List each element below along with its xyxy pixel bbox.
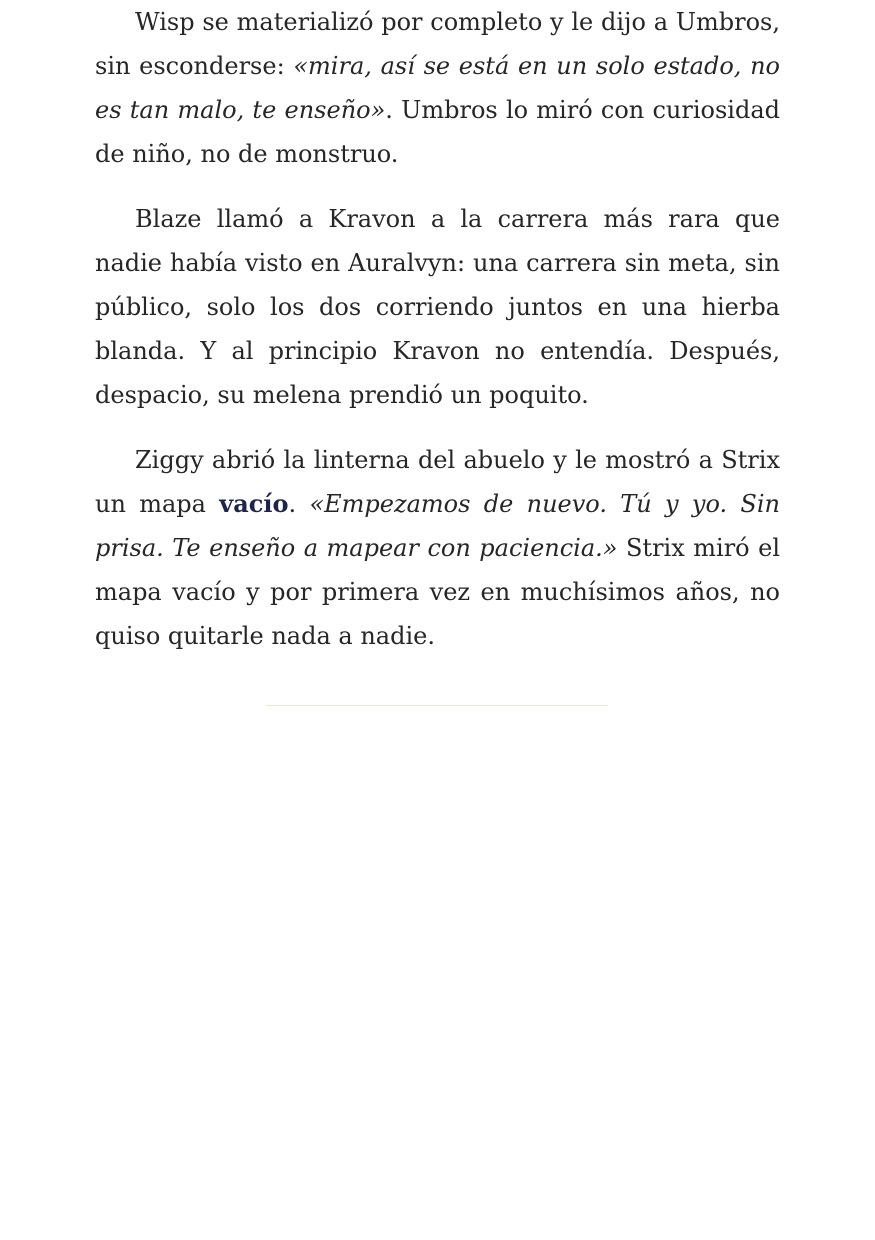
paragraph-ziggy	[95, 438, 780, 658]
quote-italic: «mira, así se está en un solo estado, no es tan malo, te enseño»	[95, 52, 781, 124]
quote-italic: «Empezamos de nuevo. Tú y yo. Sin prisa. Te enseño a mapear con paciencia.»	[95, 490, 780, 562]
paragraph-blaze	[95, 197, 780, 417]
paragraph-text: Blaze llamó a Kravon a la carrera más rara que nadie había visto en Auralvyn: una carrera sin meta, sin público, solo los dos corriendo juntos en una hierba blanda. Y al principio Kravon no entendía. Después, despacio, su melena prendió un poquito.	[95, 205, 780, 409]
paragraph-wisp	[95, 0, 780, 176]
paragraph-text: .	[288, 490, 310, 518]
story-page	[95, 0, 780, 679]
section-divider	[266, 705, 608, 706]
paragraph-text: . Umbros lo miró con curiosidad de niño, no de monstruo.	[95, 96, 780, 168]
paragraph-text: Ziggy abrió la linterna del abuelo y le mostró a Strix un mapa	[95, 446, 780, 518]
paragraph-text: Strix miró el mapa vacío y por primera vez en muchísimos años, no quiso quitarle nada a nadie.	[95, 534, 780, 650]
vocab-word: vacío	[219, 489, 289, 518]
paragraph-text: Wisp se materializó por completo y le dijo a Umbros, sin esconderse:	[95, 8, 780, 80]
